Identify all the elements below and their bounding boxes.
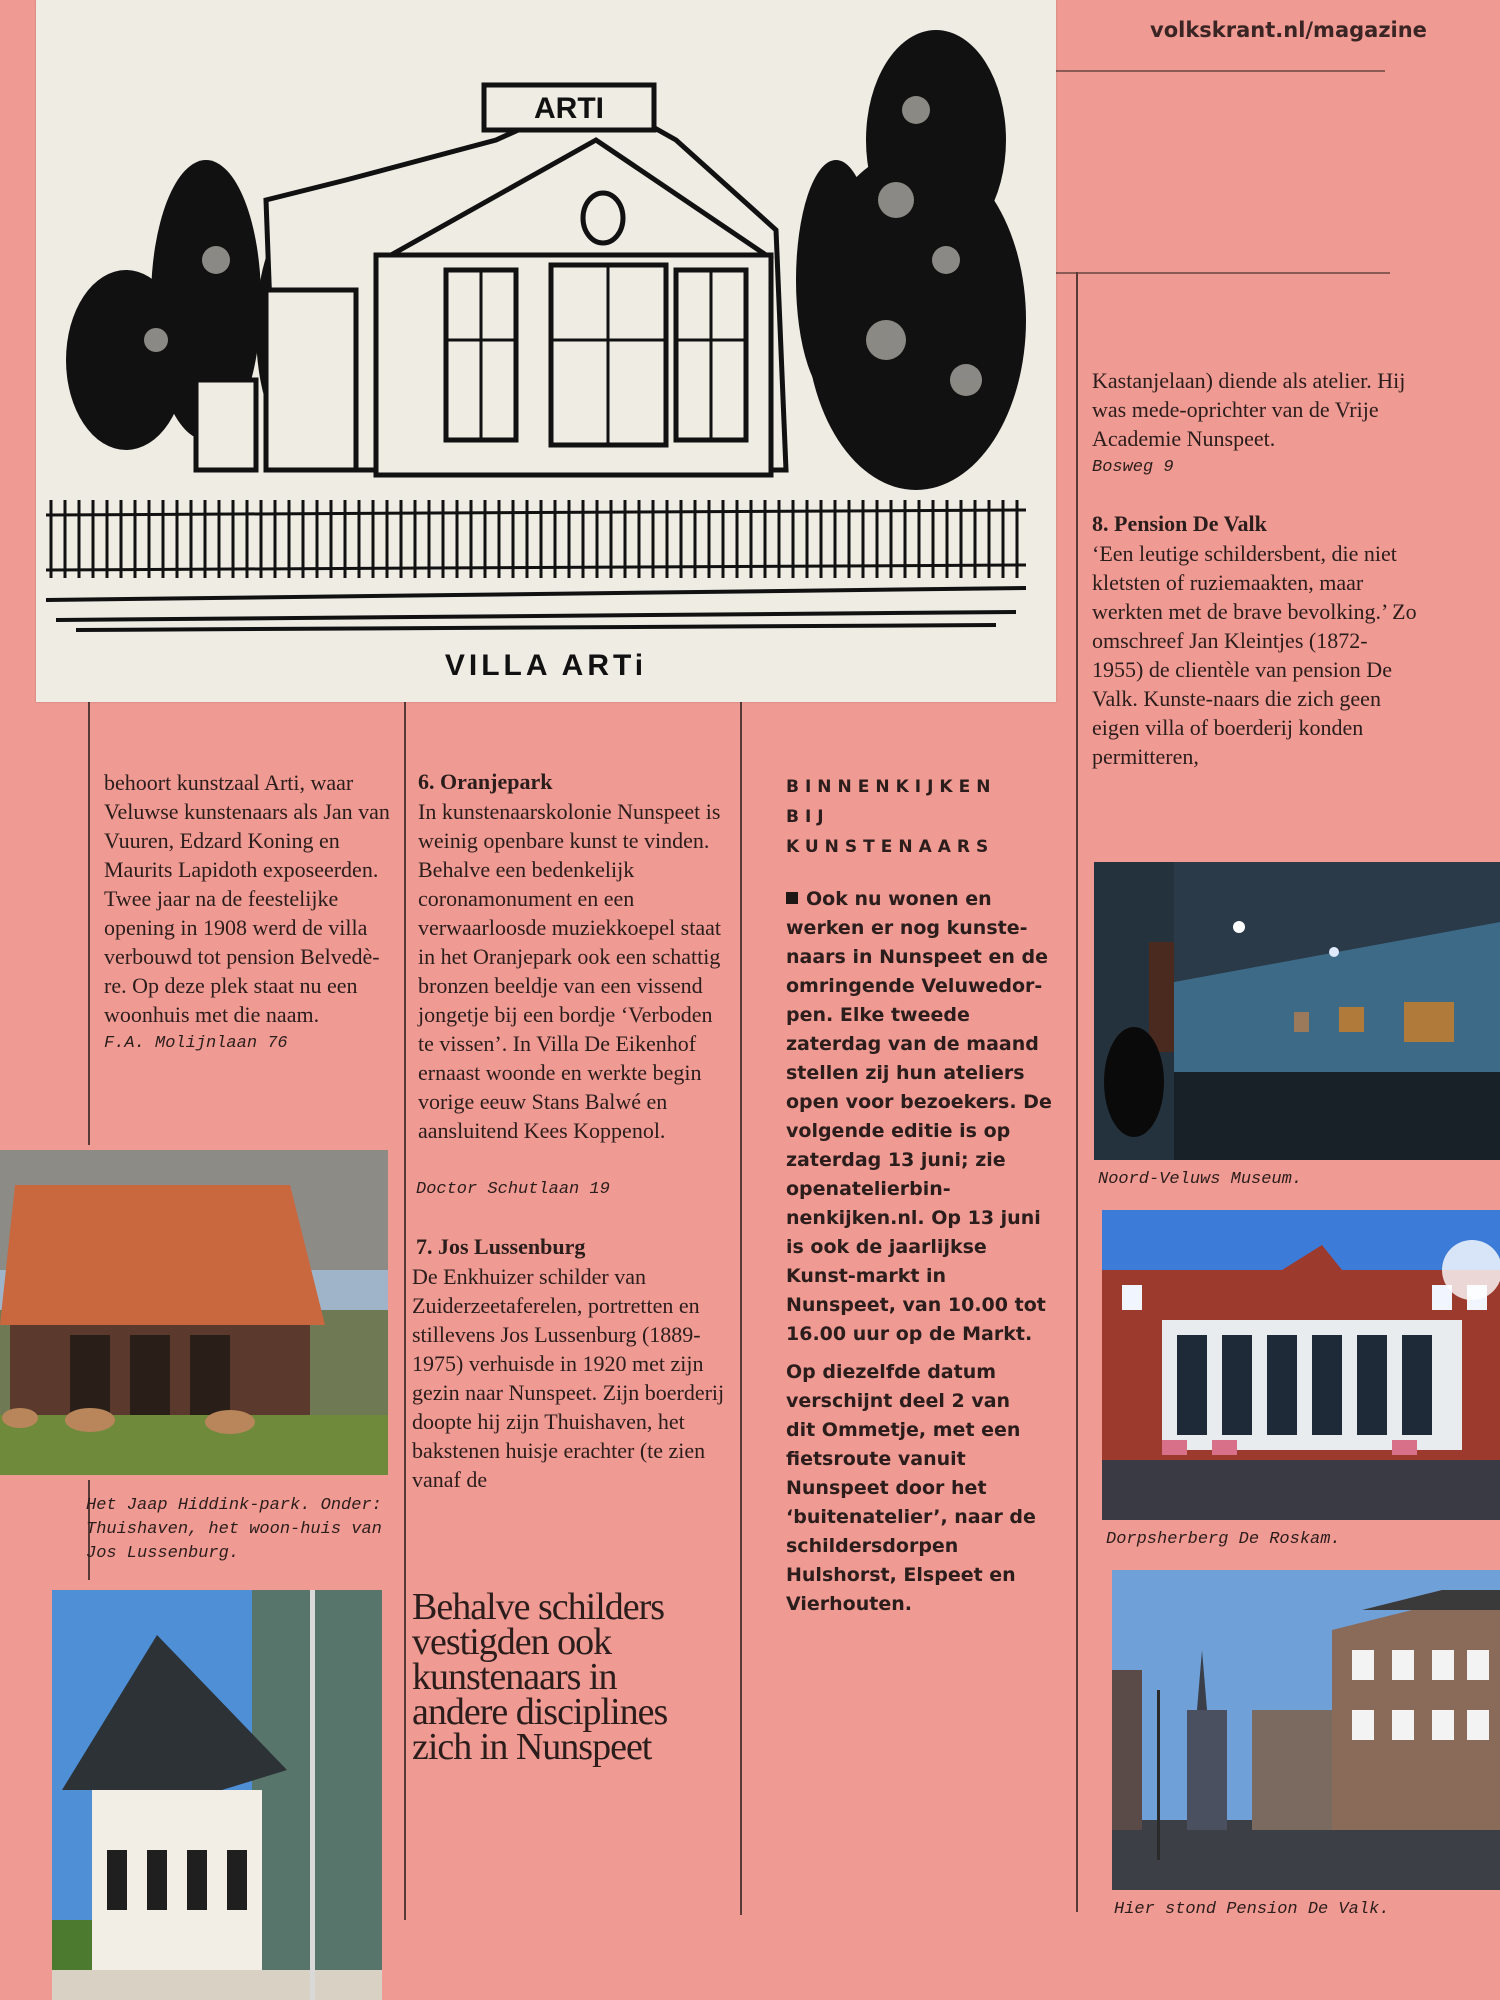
square-bullet-icon — [786, 892, 798, 904]
villa-arti-illustration — [36, 0, 1056, 702]
column-rule-4 — [1076, 272, 1078, 1912]
column-rule-3 — [740, 700, 742, 1915]
col1-address: F.A. Molijnlaan 76 — [104, 1034, 288, 1053]
header-rule — [1055, 70, 1385, 72]
col4-address: Bosweg 9 — [1092, 458, 1174, 477]
section6-address: Doctor Schutlaan 19 — [416, 1180, 610, 1199]
section7-body: De Enkhuizer schilder van Zuiderzeetaferelen, portretten en stillevens Jos Lussenburg (1889-1975) verhuisde in 1920 met zijn gezin naar Nunspeet. Zijn boerderij doopte hij zijn Thuishaven, het bakstenen huisje erachter (te zien vanaf de — [412, 1264, 725, 1492]
col1-body: behoort kunstzaal Arti, waar Veluwse kunstenaars als Jan van Vuuren, Edzard Koning en Maurits Lapidoth exposeerden. Twee jaar na de feestelijke opening in 1908 werd de villa verbouwd tot pension Belvedè-re. Op deze plek staat nu een woonhuis met die naam. — [104, 770, 390, 1027]
box-paragraph-1 — [786, 885, 1056, 1349]
park-photo-caption: Het Jaap Hiddink-park. Onder: Thuishaven, het woon-huis van Jos Lussenburg. — [86, 1496, 382, 1563]
section6-title: 6. Oranjepark — [418, 769, 553, 794]
box-title — [786, 772, 996, 862]
jaap-hiddink-park-photo — [0, 1150, 388, 1475]
magazine-url: volkskrant.nl/magazine — [1150, 18, 1427, 42]
box-title-line-1: BINNENKIJKEN — [786, 777, 997, 797]
section7-title: 7. Jos Lussenburg — [416, 1234, 586, 1259]
building-sign-text: ARTI — [534, 92, 604, 125]
noord-veluws-museum-photo — [1094, 862, 1500, 1160]
roskam-caption: Dorpsherberg De Roskam. — [1106, 1530, 1341, 1549]
pension-de-valk-photo — [1112, 1570, 1500, 1890]
col4-body-top: Kastanjelaan) diende als atelier. Hij was mede-oprichter van de Vrije Academie Nunspeet. — [1092, 368, 1406, 451]
box-paragraph-1-text: Ook nu wonen en werken er nog kunste-naars in Nunspeet en de omringende Veluwedor-pen. Elke tweede zaterdag van de maand stellen zij hun ateliers open voor bezoekers. De volgende editie is op zaterdag 13 juni; zie openatelierbin-nenkijken.nl. Op 13 juni is ook de jaarlijkse Kunst-markt in Nunspeet, van 10.00 tot 16.00 uur op de Markt. — [786, 888, 1052, 1345]
pull-quote: Behalve schilders vestigden ook kunstenaars in andere disciplines zich in Nunspeet — [412, 1586, 668, 1768]
pension-de-valk-caption: Hier stond Pension De Valk. — [1114, 1900, 1390, 1919]
roskam-photo — [1102, 1210, 1500, 1520]
museum-caption: Noord-Veluws Museum. — [1098, 1170, 1303, 1189]
section8-title: 8. Pension De Valk — [1092, 511, 1267, 536]
illustration-caption: VILLA ARTi — [444, 649, 648, 682]
thuishaven-photo — [52, 1590, 382, 2000]
section8-body: ‘Een leutige schildersbent, die niet kletsten of ruziemaakten, maar werkten met de brave bevolking.’ Zo omschreef Jan Kleintjes (1872-1955) de clientèle van pension De Valk. Kunste-naars die zich geen eigen villa of boerderij konden permitteren, — [1092, 541, 1417, 769]
column-rule-2 — [404, 700, 406, 1920]
box-title-line-3: KUNSTENAARS — [786, 837, 995, 857]
column-rule-1 — [88, 700, 90, 1145]
box-paragraph-2: Op diezelfde datum verschijnt deel 2 van dit Ommetje, met een fietsroute vanuit Nunspeet door het ‘buitenatelier’, naar de schildersdorpen Hulshorst, Elspeet en Vierhouten. — [786, 1361, 1036, 1615]
section6-body: In kunstenaarskolonie Nunspeet is weinig openbare kunst te vinden. Behalve een bedenkelijk coronamonument en een verwaarloosde muziekkoepel staat in het Oranjepark ook een schattig bronzen beeldje van een vissend jongetje bij een bordje ‘Verboden te vissen’. In Villa De Eikenhof ernaast woonde en werkte begin vorige eeuw Stans Balwé en aansluitend Kees Koppenol. — [418, 799, 721, 1143]
box-title-line-2: BIJ — [786, 807, 830, 827]
column-top-rule — [1055, 272, 1390, 274]
